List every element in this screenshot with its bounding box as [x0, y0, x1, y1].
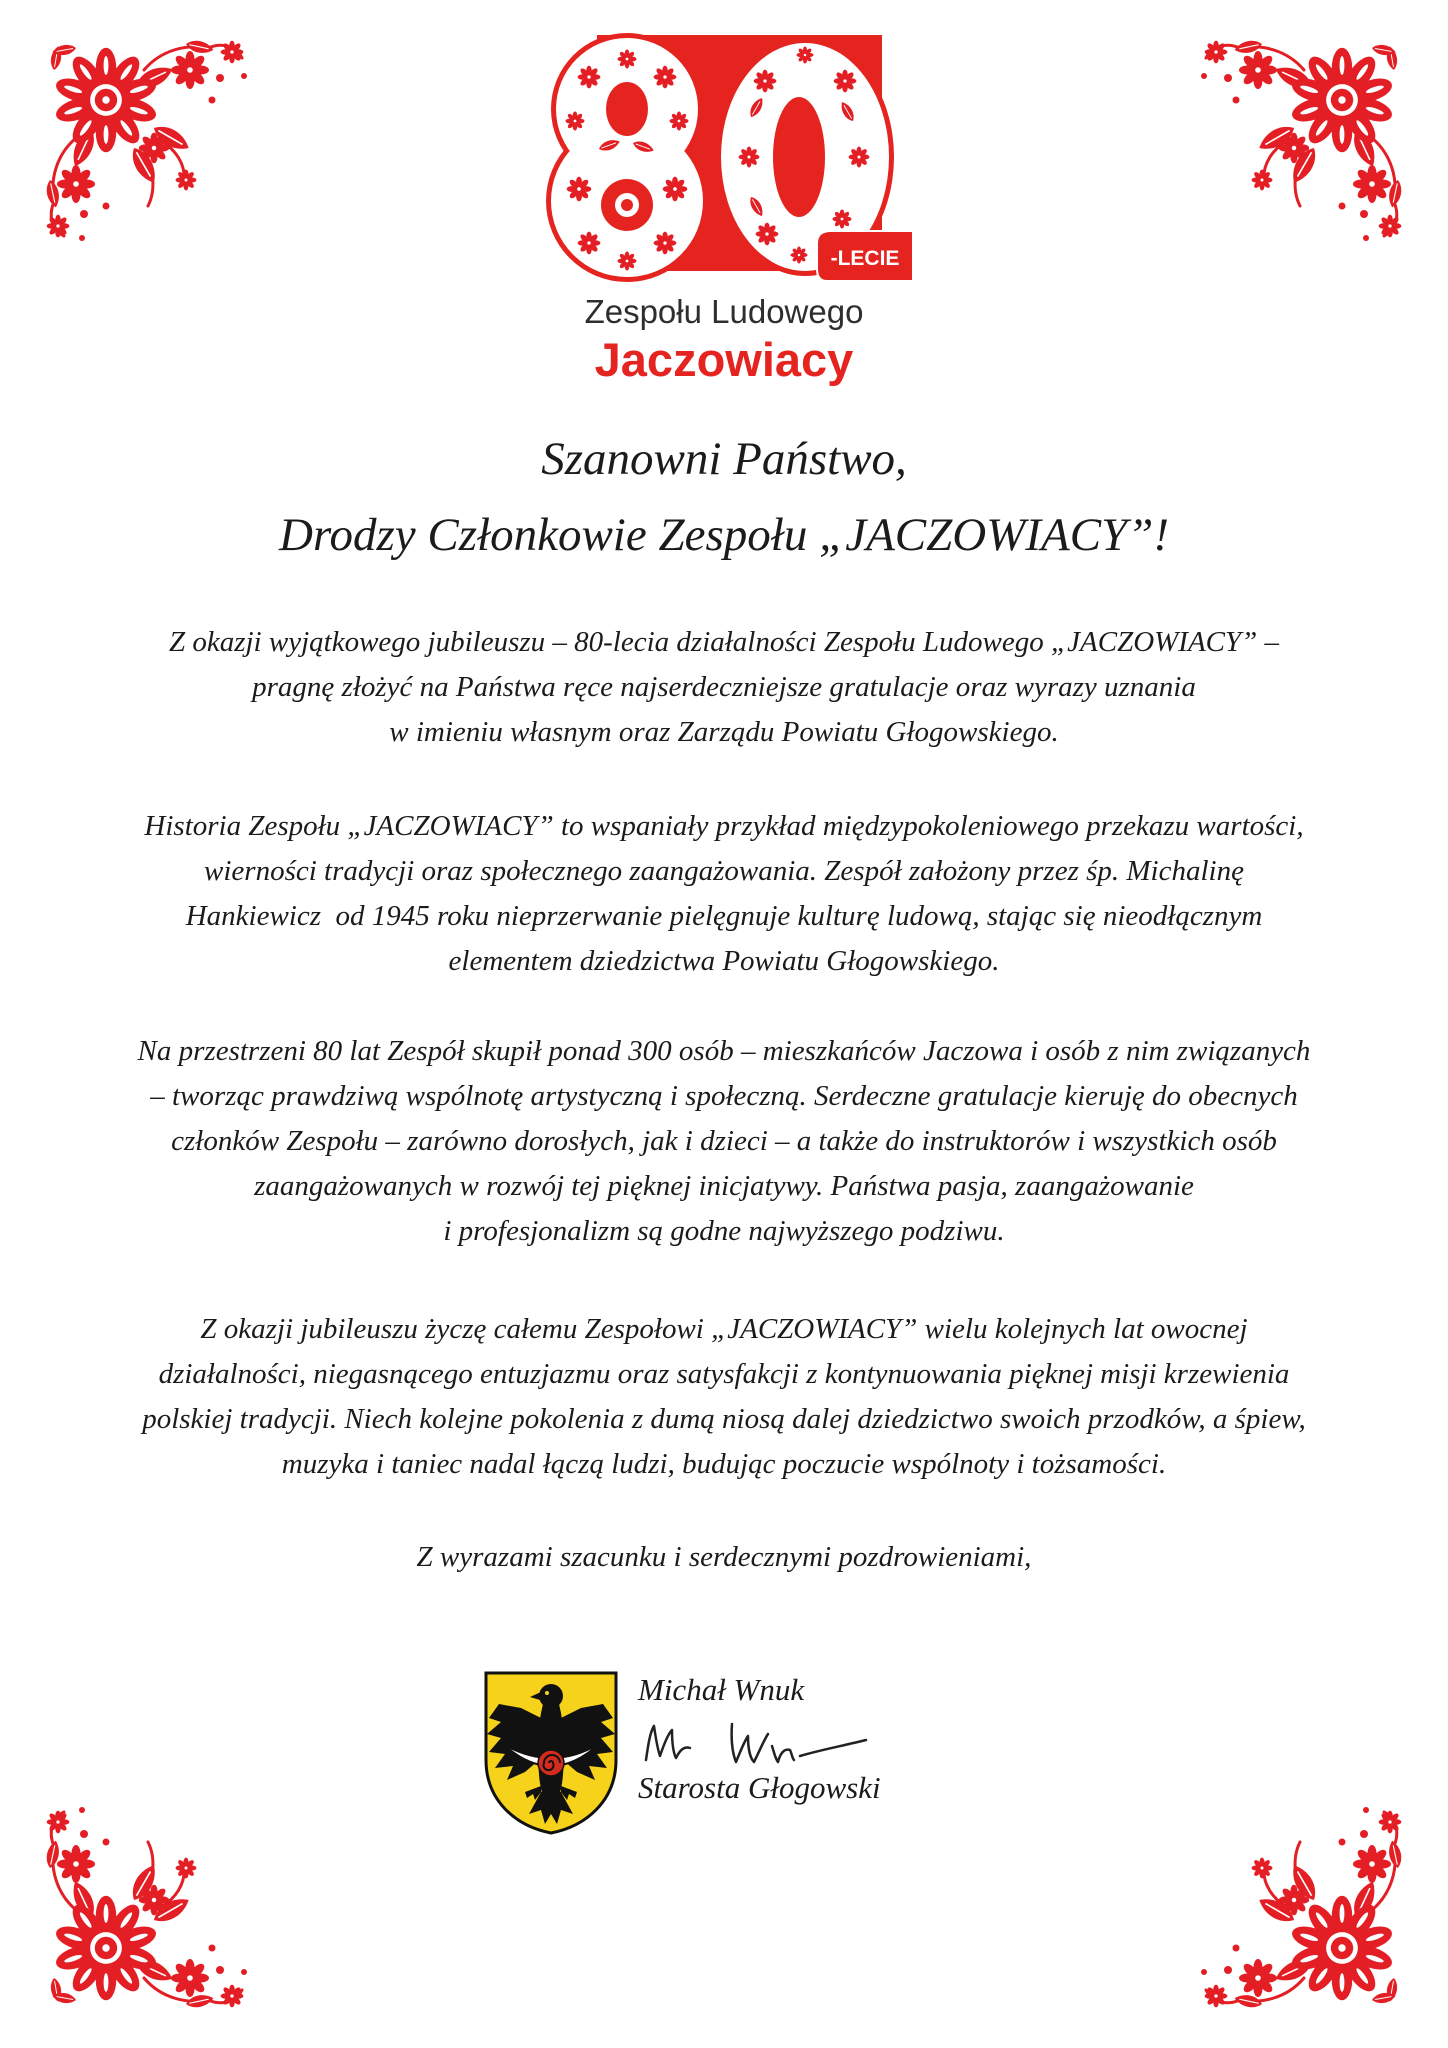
paragraph-3	[0, 1029, 1448, 1254]
coat-of-arms-icon	[481, 1668, 621, 1838]
paragraph-line: członków Zespołu – zarówno dorosłych, jak i dzieci – a także do instruktorów i wszystkich osób	[171, 1125, 1277, 1157]
paragraph-line: – tworząc prawdziwą wspólnotę artystyczną i społeczną. Serdeczne gratulacje kieruję do obecnych	[150, 1080, 1298, 1112]
closing-line: Z wyrazami szacunku i serdecznymi pozdrowieniami,	[416, 1541, 1032, 1573]
greeting-line: Szanowni Państwo,	[541, 433, 907, 485]
greeting-line: Drodzy Członkowie Zespołu „JACZOWIACY”!	[279, 509, 1169, 561]
closing-paragraph	[0, 1535, 1448, 1580]
letter-greeting	[0, 421, 1448, 573]
paragraph-line: Z okazji wyjątkowego jubileuszu – 80-lecia działalności Zespołu Ludowego „JACZOWIACY” –	[168, 626, 1280, 658]
paragraph-2	[0, 804, 1448, 984]
paragraph-line: Na przestrzeni 80 lat Zespół skupił ponad 300 osób – mieszkańców Jaczowa i osób z nim związanych	[137, 1035, 1311, 1067]
signatory-name: Michał Wnuk	[638, 1672, 805, 1707]
signatory-title: Starosta Głogowski	[638, 1770, 881, 1805]
paragraph-line: pragnę złożyć na Państwa ręce najserdeczniejsze gratulacje oraz wyrazy uznania	[252, 671, 1196, 703]
paragraph-line: wierności tradycji oraz społecznego zaangażowania. Zespół założony przez śp. Michalinę	[204, 855, 1244, 887]
paragraph-4	[0, 1307, 1448, 1487]
corner-ornament-top-right	[1192, 30, 1412, 255]
paragraph-line: polskiej tradycji. Niech kolejne pokolenia z dumą niosą dalej dziedzictwo swoich przodków, a śpiew,	[142, 1403, 1306, 1435]
corner-ornament-top-left	[36, 30, 256, 255]
paragraph-1	[0, 620, 1448, 755]
logo-80-graphic	[537, 29, 917, 289]
paragraph-line: Historia Zespołu „JACZOWIACY” to wspaniały przykład międzypokoleniowego przekazu wartości,	[144, 810, 1304, 842]
paragraph-line: zaangażowanych w rozwój tej pięknej inicjatywy. Państwa pasja, zaangażowanie	[254, 1170, 1194, 1202]
paragraph-line: Hankiewicz od 1945 roku nieprzerwanie pielęgnuje kulturę ludową, stając się nieodłącznym	[185, 900, 1263, 932]
paragraph-line: działalności, niegasnącego entuzjazmu oraz satysfakcji z kontynuowania pięknej misji krzewienia	[158, 1358, 1290, 1390]
paragraph-line: i profesjonalizm są godne najwyższego podziwu.	[443, 1215, 1005, 1247]
logo-subtitle: Zespołu Ludowego	[584, 293, 864, 330]
logo-suffix-text: -LECIE	[830, 247, 900, 270]
paragraph-line: muzyka i taniec nadal łączą ludzi, budując poczucie wspólnoty i tożsamości.	[281, 1448, 1167, 1480]
paragraph-line: w imieniu własnym oraz Zarządu Powiatu Głogowskiego.	[389, 716, 1059, 748]
logo-suffix-badge	[817, 231, 913, 281]
paragraph-line: Z okazji jubileuszu życzę całemu Zespołowi „JACZOWIACY” wielu kolejnych lat owocnej	[200, 1313, 1248, 1345]
logo-digit-eight	[546, 33, 708, 282]
corner-ornament-bottom-left	[36, 1793, 256, 2018]
corner-ornament-bottom-right	[1192, 1793, 1412, 2018]
paragraph-line: elementem dziedzictwa Powiatu Głogowskiego.	[448, 945, 1000, 977]
logo-ensemble-name: Jaczowiacy	[594, 333, 854, 386]
handwritten-signature	[640, 1716, 870, 1771]
